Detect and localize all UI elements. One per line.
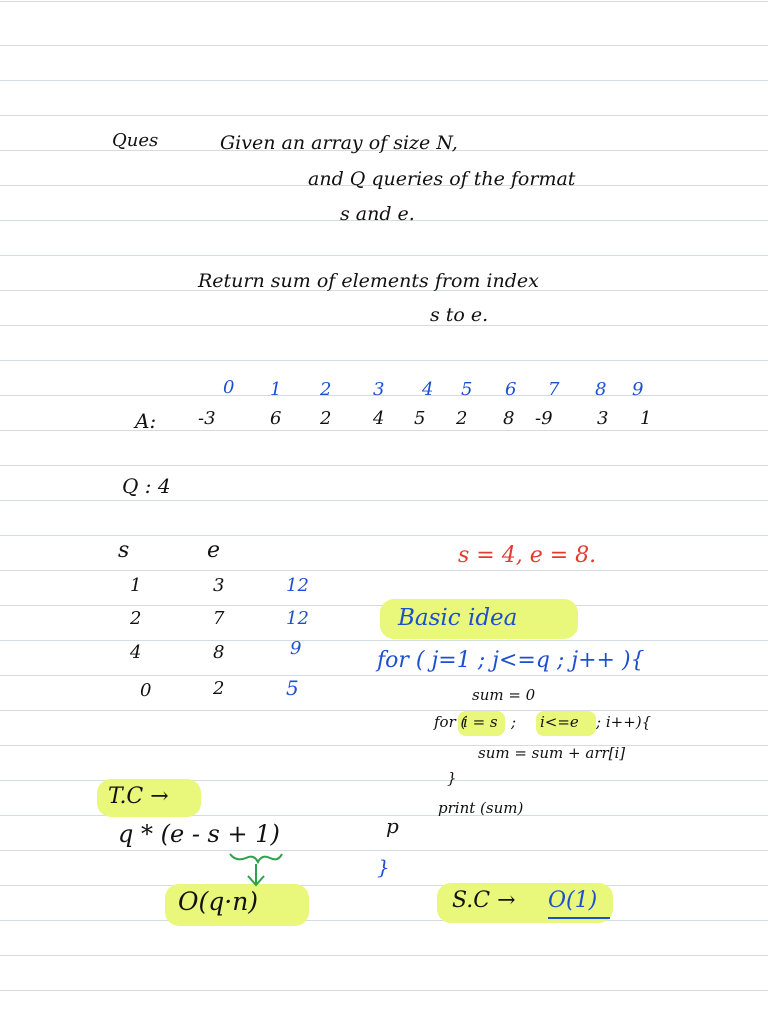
query-s: 2	[130, 608, 142, 629]
array-value: 2	[456, 408, 468, 429]
query-s: 4	[130, 642, 142, 663]
return-line-1: Return sum of elements from index	[198, 270, 539, 292]
array-index: 5	[461, 379, 473, 400]
array-value: 8	[503, 408, 515, 429]
array-value: 4	[373, 408, 385, 429]
array-index: 2	[320, 379, 332, 400]
question-line-3: s and e.	[340, 203, 415, 225]
query-e: 7	[213, 608, 225, 629]
query-sum: 9	[290, 638, 302, 659]
array-value: 5	[414, 408, 426, 429]
sum-init: sum = 0	[472, 686, 536, 704]
close-p: p	[386, 814, 399, 838]
down-arrow-icon	[248, 864, 264, 885]
sum-update: sum = sum + arr[i]	[478, 744, 626, 762]
array-index: 7	[548, 379, 560, 400]
array-index: 0	[223, 377, 235, 398]
queries-header-s: s	[118, 538, 130, 563]
array-label: A:	[135, 409, 157, 433]
array-value: 6	[270, 408, 282, 429]
query-e: 8	[213, 642, 225, 663]
array-index: 1	[270, 379, 282, 400]
underbrace-icon	[230, 854, 282, 862]
array-index: 3	[373, 379, 385, 400]
for-inner-suffix: ; i++){	[596, 713, 652, 731]
question-label: Ques	[112, 130, 159, 151]
return-line-2: s to e.	[430, 304, 489, 326]
tc-label: T.C →	[108, 784, 169, 809]
basic-idea-title: Basic idea	[398, 605, 518, 631]
query-s: 0	[140, 680, 152, 701]
print-statement: print (sum)	[438, 799, 524, 817]
array-value: -3	[198, 408, 216, 429]
array-index: 4	[422, 379, 434, 400]
array-index: 6	[505, 379, 517, 400]
query-e: 2	[213, 678, 225, 699]
array-index: 8	[595, 379, 607, 400]
example-range: s = 4, e = 8.	[458, 543, 597, 568]
array-value: 1	[640, 408, 652, 429]
for-outer-loop: for ( j=1 ; j<=q ; j++ ){	[377, 648, 645, 673]
queries-header-e: e	[207, 538, 221, 563]
for-inner-cond-end: i<=e	[540, 713, 579, 731]
array-index: 9	[632, 379, 644, 400]
question-line-1: Given an array of size N,	[220, 132, 458, 154]
array-value: -9	[535, 408, 553, 429]
query-sum: 12	[286, 608, 309, 629]
question-line-2: and Q queries of the format	[308, 168, 576, 190]
query-count: Q : 4	[122, 474, 171, 498]
sc-result: O(1)	[548, 888, 598, 913]
array-value: 3	[597, 408, 609, 429]
sc-label: S.C →	[452, 888, 516, 913]
tc-result: O(q·n)	[178, 887, 259, 916]
array-value: 2	[320, 408, 332, 429]
query-e: 3	[213, 575, 225, 596]
for-inner-prefix: for (	[434, 713, 467, 731]
close-outer-brace: }	[377, 855, 390, 879]
notebook-page: Ques Given an array of size N, and Q queries of the format s and e. Return sum of elements from index s to e. 0 1 2 3 4 5 6 7 8 9 A: -3 6 2 4 5 2 8 -9 3 1 Q : 4 s e 1 3 12 2 7 12 4 8 9 0 2 5 s = 4, e = 8. Basic idea for ( j=1 ; j<=q ; j++ ){ sum = 0 for ( i = s ; i<=e ; i++){ sum = sum + arr[i] } print (sum) p } T.C → q * (e - s + 1) O(q·n) S.C → O(1)	[0, 0, 768, 1024]
tc-expression: q * (e - s + 1)	[118, 820, 280, 848]
query-s: 1	[130, 575, 142, 596]
query-sum: 12	[286, 575, 309, 596]
for-inner-cond-start: i = s	[463, 713, 498, 731]
close-inner-brace: }	[447, 769, 457, 787]
query-sum: 5	[286, 676, 299, 700]
